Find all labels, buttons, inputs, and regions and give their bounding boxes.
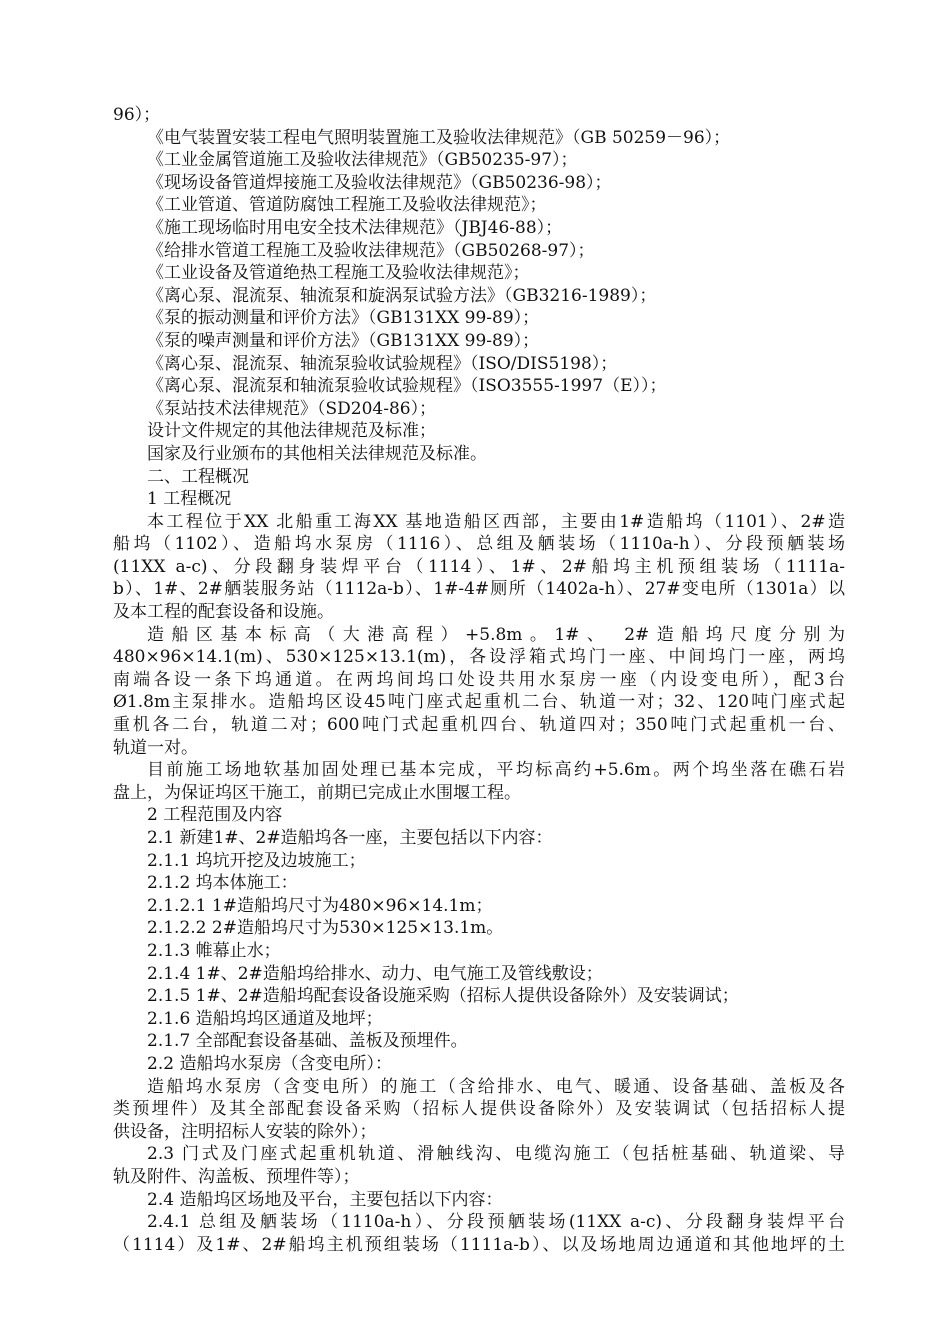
standard-item: 《泵站技术法律规范》（SD204-86）； <box>147 398 437 419</box>
paragraph-line: 本工程位于XX 北船重工海XX 基地造船区西部，主要由1#造船坞（1101）、2#造 <box>147 511 845 532</box>
list-item: 2.1.2.1 1#造船坞尺寸为480×96×14.1m； <box>147 895 493 916</box>
paragraph-line: 目前施工场地软基加固处理已基本完成，平均标高约+5.6m。两个坞坐落在礁石岩 <box>147 760 845 781</box>
paragraph-line: b）、1#、2#舾装服务站（1112a-b）、1#-4#厕所（1402a-h）、27#变电所（1301a）以 <box>113 579 845 600</box>
paragraph-line: 480×96×14.1(m)、530×125×13.1(m)，各设浮箱式坞门一座、中间坞门一座，两坞 <box>113 647 845 668</box>
subsection-heading: 1 工程概况 <box>147 489 232 510</box>
paragraph-line: 盘上，为保证坞区干施工，前期已完成止水围堰工程。 <box>113 782 521 803</box>
paragraph-line: 轨道一对。 <box>113 737 198 758</box>
standard-item: 国家及行业颁布的其他相关法律规范及标准。 <box>147 443 487 464</box>
section-heading: 二、工程概况 <box>147 466 249 487</box>
list-item: 2.1.2 坞本体施工： <box>147 873 298 894</box>
standard-item: 《离心泵、混流泵、轴流泵和旋涡泵试验方法》（GB3216-1989）； <box>147 285 657 306</box>
paragraph-line: 供设备，注明招标人安装的除外）； <box>113 1121 377 1142</box>
standard-item: 《泵的噪声测量和评价方法》（GB131XX 99-89）； <box>147 330 540 351</box>
list-item: 2.1.4 1#、2#造船坞给排水、动力、电气施工及管线敷设； <box>147 963 603 984</box>
standard-item: 《工业设备及管道绝热工程施工及验收法律规范》； <box>147 263 530 284</box>
list-item: 2.1.1 坞坑开挖及边坡施工； <box>147 850 366 871</box>
paragraph-line: 类预埋件）及其全部配套设备采购（招标人提供设备除外）及安装调试（包括招标人提 <box>113 1099 845 1120</box>
standard-item: 《泵的振动测量和评价方法》（GB131XX 99-89）； <box>147 308 540 329</box>
subsection-heading: 2 工程范围及内容 <box>147 805 283 826</box>
paragraph-line: Ø1.8m主泵排水。造船坞区设45吨门座式起重机二台、轨道一对；32、120吨门座式起 <box>113 692 845 713</box>
standard-item: 设计文件规定的其他法律规范及标准； <box>147 421 436 442</box>
standard-item: 《工业管道、管道防腐蚀工程施工及验收法律规范》； <box>147 195 547 216</box>
standard-item: 《给排水管道工程施工及验收法律规范》（GB50268-97）； <box>147 240 595 261</box>
standard-item: 《离心泵、混流泵、轴流泵验收试验规程》（ISO/DIS5198）； <box>147 353 618 374</box>
list-item: 2.1 新建1#、2#造船坞各一座，主要包括以下内容： <box>147 828 553 848</box>
paragraph-line: 2.3 门式及门座式起重机轨道、滑触线沟、电缆沟施工（包括桩基础、轨道梁、导 <box>147 1144 845 1165</box>
paragraph-line: 2.4.1 总组及舾装场（1110a-h）、分段预舾装场(11XX a-c)、分段翻身装焊平台 <box>147 1212 845 1233</box>
paragraph-line: 造船坞水泵房（含变电所）的施工（含给排水、电气、暖通、设备基础、盖板及各 <box>147 1076 845 1097</box>
document-body <box>113 104 845 1256</box>
standard-item: 《现场设备管道焊接施工及验收法律规范》（GB50236-98）； <box>147 172 612 193</box>
list-item: 2.1.6 造船坞坞区通道及地坪； <box>147 1008 383 1029</box>
paragraph-line: (11XX a-c)、分段翻身装焊平台（1114）、1#、2#船坞主机预组装场（1111a- <box>113 556 845 577</box>
standard-item: 《电气装置安装工程电气照明装置施工及验收法律规范》（GB 50259－96）； <box>147 127 731 148</box>
paragraph-line: 船坞（1102）、造船坞水泵房（1116）、总组及舾装场（1110a-h）、分段预舾装场 <box>113 534 845 555</box>
list-item: 2.1.5 1#、2#造船坞配套设备设施采购（招标人提供设备除外）及安装调试； <box>147 986 739 1007</box>
list-item: 2.1.3 帷幕止水； <box>147 940 281 961</box>
list-item: 2.1.2.2 2#造船坞尺寸为530×125×13.1m。 <box>147 918 504 939</box>
paragraph-line: 及本工程的配套设备和设施。 <box>113 602 334 623</box>
standard-item: 《离心泵、混流泵和轴流泵验收试验规程》（ISO3555-1997（E））； <box>147 376 667 397</box>
paragraph-line: 轨及附件、沟盖板、预埋件等）； <box>113 1166 360 1187</box>
paragraph-line: 重机各二台，轨道二对；600吨门式起重机四台、轨道四对；350吨门式起重机一台、 <box>113 715 845 736</box>
standard-item: 《工业金属管道施工及验收法律规范》（GB50235-97）； <box>147 150 578 171</box>
list-item: 2.1.7 全部配套设备基础、盖板及预埋件。 <box>147 1031 468 1052</box>
list-item: 2.4 造船坞区场地及平台，主要包括以下内容： <box>147 1189 503 1210</box>
paragraph-line: （1114）及1#、2#船坞主机预组装场（1111a-b）、以及场地周边通道和其他地坪的土 <box>113 1234 845 1255</box>
paragraph-line: 南端各设一条下坞通道。在两坞间坞口处设共用水泵房一座（内设变电所），配3台 <box>113 669 845 690</box>
paragraph-line: 造船区基本标高（大港高程）+5.8m。1#、 2#造船坞尺度分别为 <box>147 624 845 645</box>
standard-item: 《施工现场临时用电安全技术法律规范》（JBJ46-88）； <box>147 217 563 238</box>
text-line: 96）； <box>113 105 161 125</box>
list-item: 2.2 造船坞水泵房（含变电所）： <box>147 1053 392 1074</box>
